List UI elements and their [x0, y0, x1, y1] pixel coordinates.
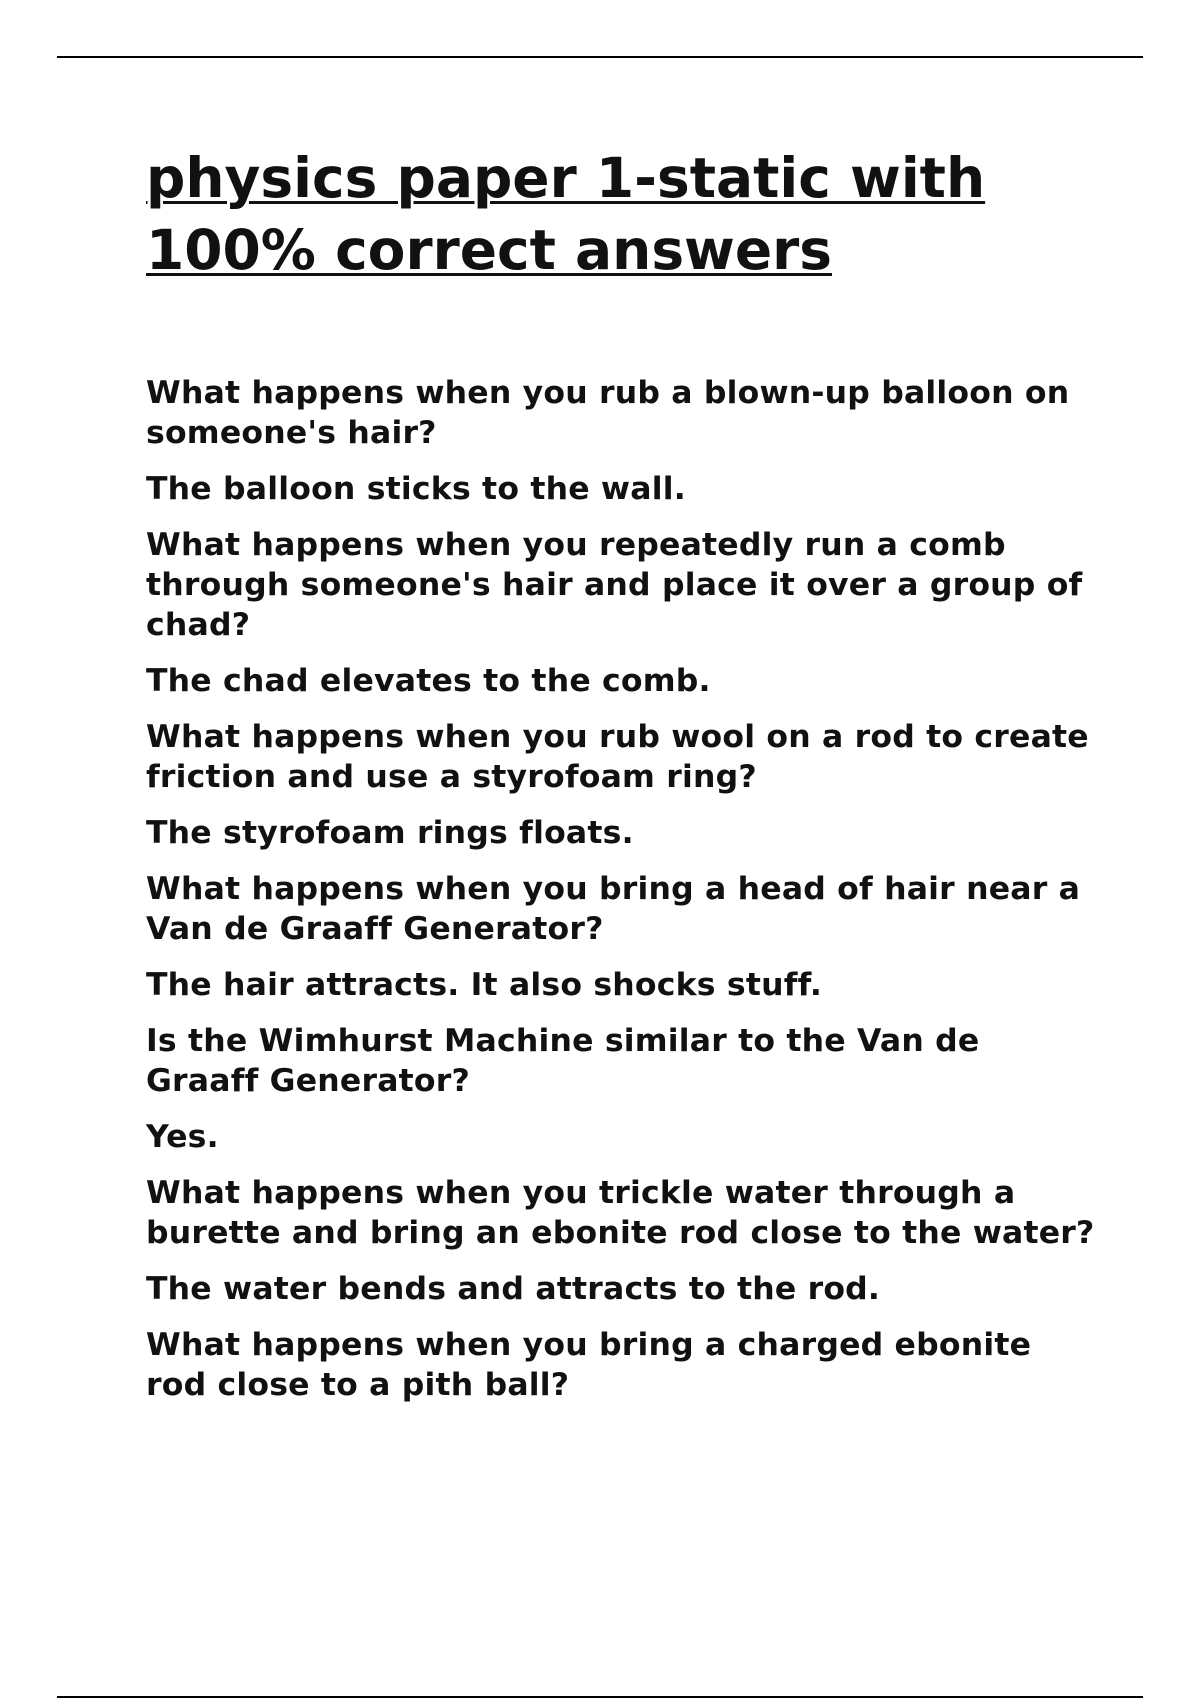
answer-1: The balloon sticks to the wall.	[146, 471, 686, 507]
question-4: What happens when you bring a head of hair near a Van de Graaff Generator?	[146, 871, 1081, 947]
answer-4: The hair attracts. It also shocks stuff.	[146, 967, 822, 1003]
qa-list	[146, 373, 1096, 1405]
answer-3: The styrofoam rings floats.	[146, 815, 634, 851]
question-2: What happens when you repeatedly run a comb through someone's hair and place it over a group of chad?	[146, 527, 1083, 643]
question-1: What happens when you rub a blown-up balloon on someone's hair?	[146, 375, 1070, 451]
question-5: Is the Wimhurst Machine similar to the Van de Graaff Generator?	[146, 1023, 980, 1099]
answer-2: The chad elevates to the comb.	[146, 663, 711, 699]
top-divider	[57, 56, 1143, 58]
document-body	[146, 142, 1096, 1421]
question-7: What happens when you bring a charged ebonite rod close to a pith ball?	[146, 1327, 1032, 1403]
document-title: physics paper 1-static with 100% correct answers	[146, 146, 986, 282]
question-6: What happens when you trickle water through a burette and bring an ebonite rod close to the water?	[146, 1175, 1095, 1251]
answer-5: Yes.	[146, 1119, 219, 1155]
answer-6: The water bends and attracts to the rod.	[146, 1271, 881, 1307]
question-3: What happens when you rub wool on a rod to create friction and use a styrofoam ring?	[146, 719, 1089, 795]
bottom-divider	[57, 1696, 1143, 1698]
